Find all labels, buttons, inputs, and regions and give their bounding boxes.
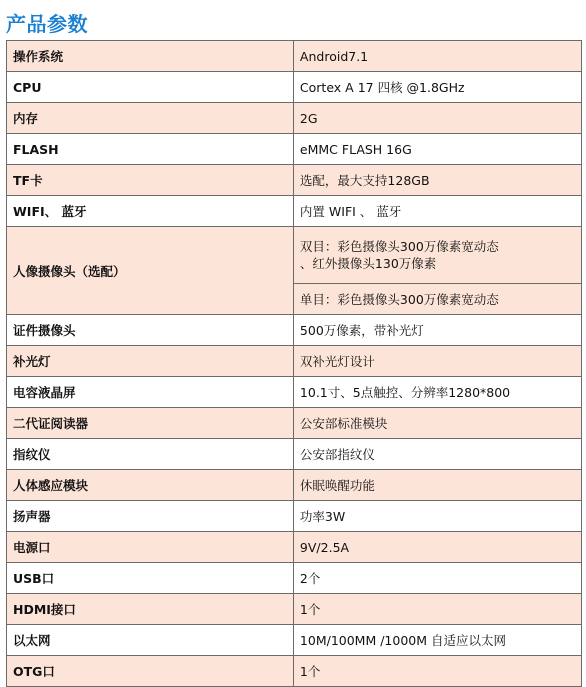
spec-key: 指纹仪	[7, 439, 294, 470]
spec-value: eMMC FLASH 16G	[293, 134, 581, 165]
spec-table	[6, 40, 582, 687]
spec-key: 补光灯	[7, 346, 294, 377]
spec-key: 以太网	[7, 625, 294, 656]
spec-value: 公安部指纹仪	[293, 439, 581, 470]
spec-key: 电容液晶屏	[7, 377, 294, 408]
table-row	[7, 532, 582, 563]
spec-value: 功率3W	[293, 501, 581, 532]
spec-value: 内置 WIFI 、 蓝牙	[293, 196, 581, 227]
spec-key: USB口	[7, 563, 294, 594]
spec-value: 10M/100MM /1000M 自适应以太网	[293, 625, 581, 656]
spec-value: 选配，最大支持128GB	[293, 165, 581, 196]
spec-key: 二代证阅读器	[7, 408, 294, 439]
table-row	[7, 134, 582, 165]
spec-value: 2个	[293, 563, 581, 594]
spec-value: 公安部标准模块	[293, 408, 581, 439]
table-row	[7, 470, 582, 501]
spec-key: 人像摄像头（选配）	[7, 227, 294, 315]
spec-key: HDMI接口	[7, 594, 294, 625]
table-row	[7, 315, 582, 346]
spec-value: 500万像素，带补光灯	[293, 315, 581, 346]
page-title: 产品参数	[6, 12, 88, 36]
table-row	[7, 439, 582, 470]
table-row	[7, 196, 582, 227]
spec-value-line: 双目：彩色摄像头300万像素宽动态	[299, 239, 499, 254]
spec-value	[293, 227, 581, 284]
spec-value: 1个	[293, 656, 581, 687]
table-row	[7, 501, 582, 532]
spec-value: 双补光灯设计	[293, 346, 581, 377]
table-row	[7, 625, 582, 656]
spec-key: FLASH	[7, 134, 294, 165]
spec-key: WIFI、 蓝牙	[7, 196, 294, 227]
spec-value: Android7.1	[293, 41, 581, 72]
table-row	[7, 408, 582, 439]
spec-key: 扬声器	[7, 501, 294, 532]
table-row	[7, 563, 582, 594]
spec-key: TF卡	[7, 165, 294, 196]
table-row	[7, 594, 582, 625]
spec-value: 1个	[293, 594, 581, 625]
spec-key: 证件摄像头	[7, 315, 294, 346]
table-row	[7, 377, 582, 408]
table-row	[7, 72, 582, 103]
spec-key: CPU	[7, 72, 294, 103]
spec-value: 单目：彩色摄像头300万像素宽动态	[293, 284, 581, 315]
spec-value: 2G	[293, 103, 581, 134]
spec-key: 电源口	[7, 532, 294, 563]
spec-key: 操作系统	[7, 41, 294, 72]
spec-value: 9V/2.5A	[293, 532, 581, 563]
spec-value: 休眠唤醒功能	[293, 470, 581, 501]
table-row	[7, 103, 582, 134]
table-row	[7, 41, 582, 72]
table-row	[7, 165, 582, 196]
spec-value: Cortex A 17 四核 @1.8GHz	[293, 72, 581, 103]
spec-key: 内存	[7, 103, 294, 134]
spec-key: 人体感应模块	[7, 470, 294, 501]
spec-key: OTG口	[7, 656, 294, 687]
spec-value-line: 、红外摄像头130万像素	[299, 256, 437, 271]
table-row	[7, 656, 582, 687]
table-row	[7, 227, 582, 284]
table-row	[7, 346, 582, 377]
spec-value: 10.1寸、5点触控、分辨率1280*800	[293, 377, 581, 408]
